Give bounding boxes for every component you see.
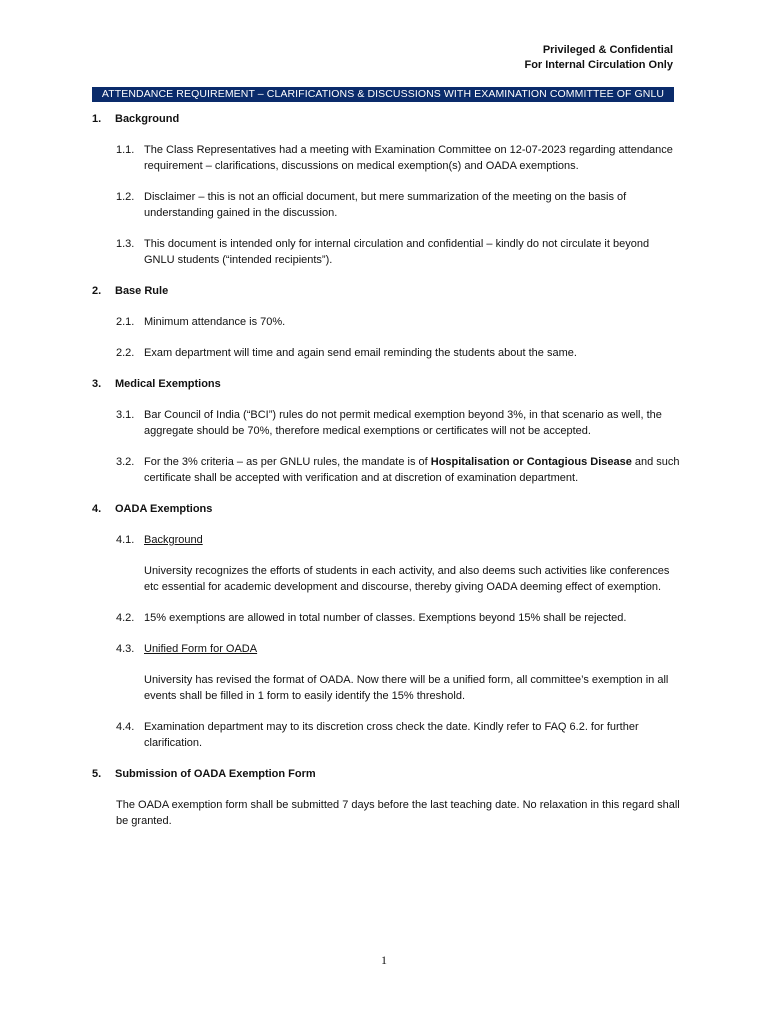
clause-number: 4.4. bbox=[116, 721, 135, 733]
clause-number: 4.2. bbox=[116, 612, 135, 624]
clause-1-1 bbox=[116, 142, 682, 174]
header-line-privileged: Privileged & Confidential bbox=[542, 44, 673, 56]
clause-4-4 bbox=[116, 719, 682, 751]
clause-3-1 bbox=[116, 407, 682, 439]
section-heading-medical-exemptions bbox=[92, 376, 682, 392]
clause-4-1-paragraph: University recognizes the efforts of students in each activity, and also deems such activities like conferences etc essential for academic development and discourse, thereby giving OADA deeming effect of exemption. bbox=[144, 565, 670, 593]
clause-number: 2.1. bbox=[116, 316, 135, 328]
document-title: ATTENDANCE REQUIREMENT – CLARIFICATIONS & DISCUSSIONS WITH EXAMINATION COMMITTEE OF GNLU bbox=[92, 87, 674, 102]
clause-4-3-paragraph: University has revised the format of OADA. Now there will be a unified form, all committee’s exemption in all events shall be filled in 1 form to easily identify the 15% threshold. bbox=[144, 674, 669, 702]
clause-number: 2.2. bbox=[116, 347, 135, 359]
clause-text: This document is intended only for internal circulation and confidential – kindly do not circulate it beyond GNLU students (“intended recipients”). bbox=[144, 238, 650, 266]
section-title: Submission of OADA Exemption Form bbox=[115, 768, 316, 780]
clause-3-2 bbox=[116, 454, 682, 486]
document-body bbox=[92, 111, 682, 844]
clause-subheading: Unified Form for OADA bbox=[144, 643, 258, 655]
clause-1-2 bbox=[116, 189, 682, 221]
clause-number: 1.1. bbox=[116, 144, 135, 156]
clause-number: 3.2. bbox=[116, 456, 135, 468]
clause-number: 1.3. bbox=[116, 238, 135, 250]
section-heading-background bbox=[92, 111, 682, 127]
section-number: 2. bbox=[92, 285, 102, 297]
confidentiality-header bbox=[524, 43, 673, 73]
section-5-paragraph: The OADA exemption form shall be submitted 7 days before the last teaching date. No relaxation in this regard shall be granted. bbox=[116, 799, 680, 827]
clause-text-lead: For the 3% criteria – as per GNLU rules, the mandate is of bbox=[144, 456, 431, 468]
clause-number: 4.1. bbox=[116, 534, 135, 546]
clause-text-tail: and such certificate shall be accepted with verification and at discretion of examination department. bbox=[144, 456, 680, 484]
clause-text: Exam department will time and again send email reminding the students about the same. bbox=[144, 347, 577, 359]
header-line-circulation: For Internal Circulation Only bbox=[524, 59, 673, 71]
clause-2-1 bbox=[116, 314, 682, 330]
clause-text: Minimum attendance is 70%. bbox=[144, 316, 286, 328]
section-number: 4. bbox=[92, 503, 102, 515]
clause-number: 3.1. bbox=[116, 409, 135, 421]
clause-text: 15% exemptions are allowed in total number of classes. Exemptions beyond 15% shall be rejected. bbox=[144, 612, 627, 624]
clause-number: 1.2. bbox=[116, 191, 135, 203]
section-title: Medical Exemptions bbox=[115, 378, 221, 390]
section-heading-oada-exemptions bbox=[92, 501, 682, 517]
section-heading-base-rule bbox=[92, 283, 682, 299]
section-number: 1. bbox=[92, 113, 102, 125]
clause-text bbox=[144, 454, 682, 486]
clause-4-1 bbox=[116, 532, 682, 548]
clause-1-3 bbox=[116, 236, 682, 268]
hospitalisation-emphasis: Hospitalisation or Contagious Disease bbox=[430, 456, 632, 468]
clause-4-3 bbox=[116, 641, 682, 657]
clause-4-2 bbox=[116, 610, 682, 626]
clause-text: Disclaimer – this is not an official document, but mere summarization of the meeting on the basis of understanding gained in the discussion. bbox=[144, 191, 627, 219]
section-title: OADA Exemptions bbox=[115, 503, 213, 515]
clause-text: Bar Council of India (“BCI”) rules do not permit medical exemption beyond 3%, in that scenario as well, the aggregate should be 70%, therefore medical exemptions or certificates will not be accepted. bbox=[144, 409, 662, 437]
section-title: Background bbox=[115, 113, 180, 125]
clause-number: 4.3. bbox=[116, 643, 135, 655]
section-title: Base Rule bbox=[115, 285, 169, 297]
page-number: 1 bbox=[381, 953, 387, 967]
clause-2-2 bbox=[116, 345, 682, 361]
section-number: 5. bbox=[92, 768, 102, 780]
section-heading-submission bbox=[92, 766, 682, 782]
clause-text: The Class Representatives had a meeting with Examination Committee on 12-07-2023 regarding attendance requirement – clarifications, discussions on medical exemption(s) and OADA exemptions. bbox=[144, 144, 673, 172]
clause-text: Examination department may to its discretion cross check the date. Kindly refer to FAQ 6.2. for further clarification. bbox=[144, 721, 639, 749]
clause-subheading: Background bbox=[144, 534, 203, 546]
section-number: 3. bbox=[92, 378, 102, 390]
